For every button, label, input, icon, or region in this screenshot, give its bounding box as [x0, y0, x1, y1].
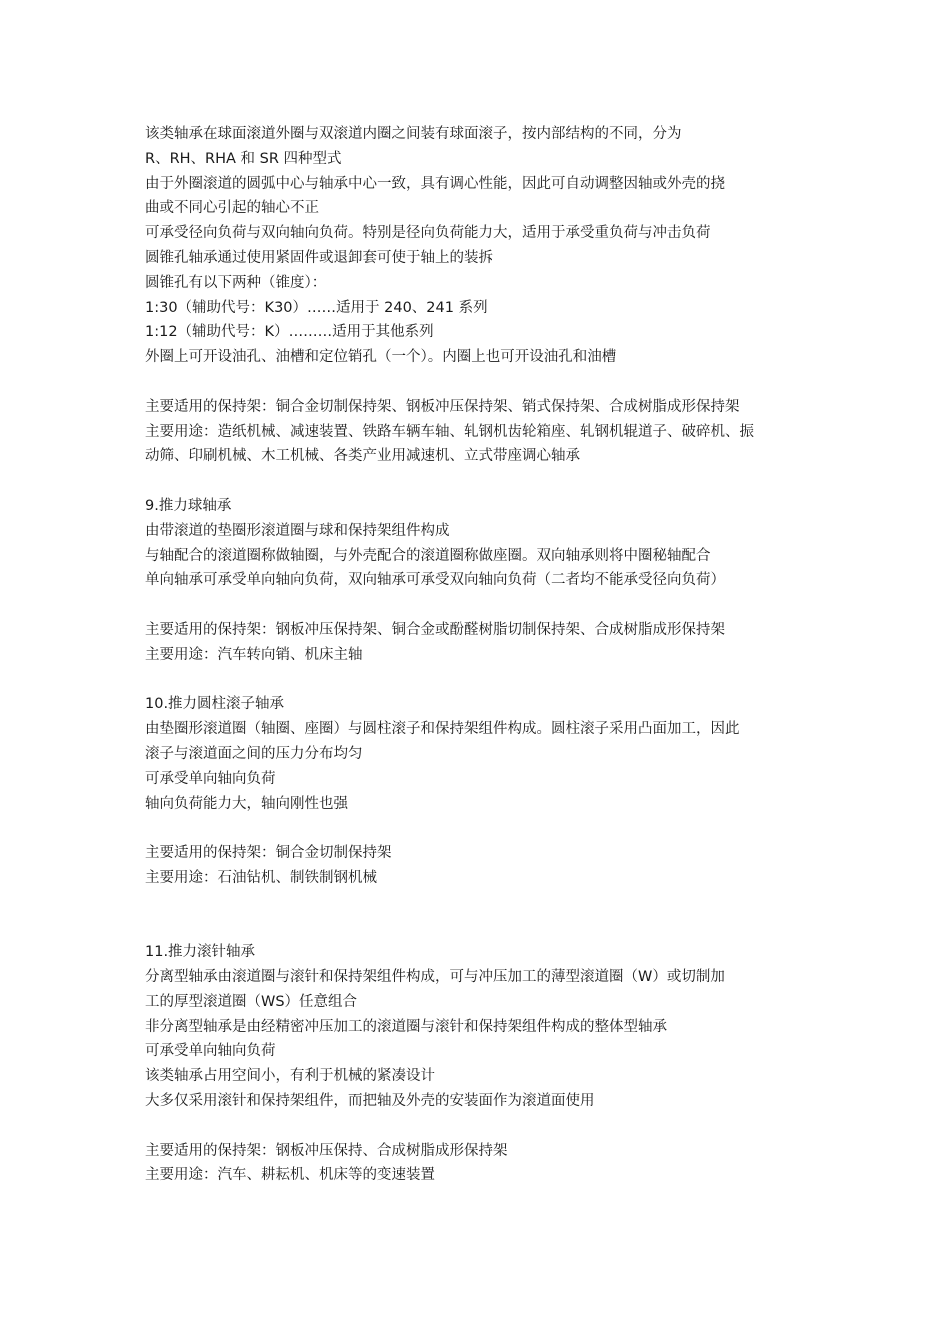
section-heading: 9.推力球轴承 — [145, 497, 232, 514]
text-line: 该类轴承占用空间小，有利于机械的紧凑设计 — [145, 1068, 435, 1085]
text-line: 工的厚型滚道圈（WS）任意组合 — [145, 993, 358, 1010]
section-heading: 11.推力滚针轴承 — [145, 944, 256, 961]
paragraph-gap — [145, 593, 815, 618]
paragraph-gap — [145, 891, 815, 941]
text-line: 滚子与滚道面之间的压力分布均匀 — [145, 745, 363, 762]
text-line: 主要适用的保持架：钢板冲压保持、合成树脂成形保持架 — [145, 1142, 508, 1159]
text-line: 可承受单向轴向负荷 — [145, 770, 276, 787]
text-line: 由垫圈形滚道圈（轴圈、座圈）与圆柱滚子和保持架组件构成。圆柱滚子采用凸面加工，因此 — [145, 721, 740, 738]
text-line: 圆锥孔有以下两种（锥度）： — [145, 274, 327, 291]
text-line: 可承受单向轴向负荷 — [145, 1043, 276, 1060]
section-11-usage — [145, 1139, 815, 1189]
section-10 — [145, 692, 815, 816]
paragraph-gap — [145, 668, 815, 693]
text-line: 非分离型轴承是由经精密冲压加工的滚道圈与滚针和保持架组件构成的整体型轴承 — [145, 1018, 667, 1035]
text-line: 外圈上可开设油孔、油槽和定位销孔（一个）。内圈上也可开设油孔和油槽 — [145, 349, 617, 366]
section-11 — [145, 940, 815, 1114]
section-9-usage — [145, 618, 815, 668]
text-line: 由于外圈滚道的圆弧中心与轴承中心一致，具有调心性能，因此可自动调整因轴或外壳的挠 — [145, 175, 725, 192]
text-line: 轴向负荷能力大，轴向刚性也强 — [145, 795, 348, 812]
text-line: 主要用途：造纸机械、减速装置、铁路车辆车轴、轧钢机齿轮箱座、轧钢机辊道子、破碎机、振 — [145, 423, 754, 440]
paragraph-gap — [145, 1114, 815, 1139]
text-line: 该类轴承在球面滚道外圈与双滚道内圈之间装有球面滚子，按内部结构的不同，分为 — [145, 126, 682, 142]
section-9 — [145, 494, 815, 593]
text-line: 与轴配合的滚道圈称做轴圈，与外壳配合的滚道圈称做座圈。双向轴承则将中圈秘轴配合 — [145, 547, 711, 564]
section-10-usage — [145, 841, 815, 891]
text-line: 可承受径向负荷与双向轴向负荷。特别是径向负荷能力大，适用于承受重负荷与冲击负荷 — [145, 225, 711, 242]
section-heading: 10.推力圆柱滚子轴承 — [145, 696, 285, 713]
text-line: 1:12（辅助代号：K）………适用于其他系列 — [145, 324, 434, 341]
paragraph-gap — [145, 816, 815, 841]
text-line: 分离型轴承由滚道圈与滚针和保持架组件构成，可与冲压加工的薄型滚道圈（W）或切制加 — [145, 969, 725, 986]
text-line: 主要用途：石油钻机、制铁制钢机械 — [145, 869, 377, 886]
text-line: 主要适用的保持架：铜合金切制保持架 — [145, 845, 392, 862]
text-line: 大多仅采用滚针和保持架组件，而把轴及外壳的安装面作为滚道面使用 — [145, 1093, 595, 1110]
paragraph-gap — [145, 370, 815, 395]
text-line: 主要用途：汽车转向销、机床主轴 — [145, 646, 363, 663]
text-line: 单向轴承可承受单向轴向负荷，双向轴承可承受双向轴向负荷（二者均不能承受径向负荷） — [145, 572, 725, 589]
text-line: 曲或不同心引起的轴心不正 — [145, 200, 319, 217]
text-line: 由带滚道的垫圈形滚道圈与球和保持架组件构成 — [145, 522, 450, 539]
intro-usage — [145, 395, 815, 469]
intro-section — [145, 122, 815, 370]
text-line: 主要适用的保持架：钢板冲压保持架、铜合金或酚醛树脂切制保持架、合成树脂成形保持架 — [145, 621, 725, 638]
text-line: R、RH、RHA 和 SR 四种型式 — [145, 150, 342, 167]
document-page — [145, 122, 815, 1188]
text-line: 1:30（辅助代号：K30）……适用于 240、241 系列 — [145, 299, 488, 316]
text-line: 动筛、印刷机械、木工机械、各类产业用减速机、立式带座调心轴承 — [145, 448, 580, 465]
text-line: 主要用途：汽车、耕耘机、机床等的变速装置 — [145, 1167, 435, 1184]
paragraph-gap — [145, 469, 815, 494]
text-line: 圆锥孔轴承通过使用紧固件或退卸套可使于轴上的装拆 — [145, 249, 493, 266]
text-line: 主要适用的保持架：铜合金切制保持架、钢板冲压保持架、销式保持架、合成树脂成形保持架 — [145, 398, 740, 415]
